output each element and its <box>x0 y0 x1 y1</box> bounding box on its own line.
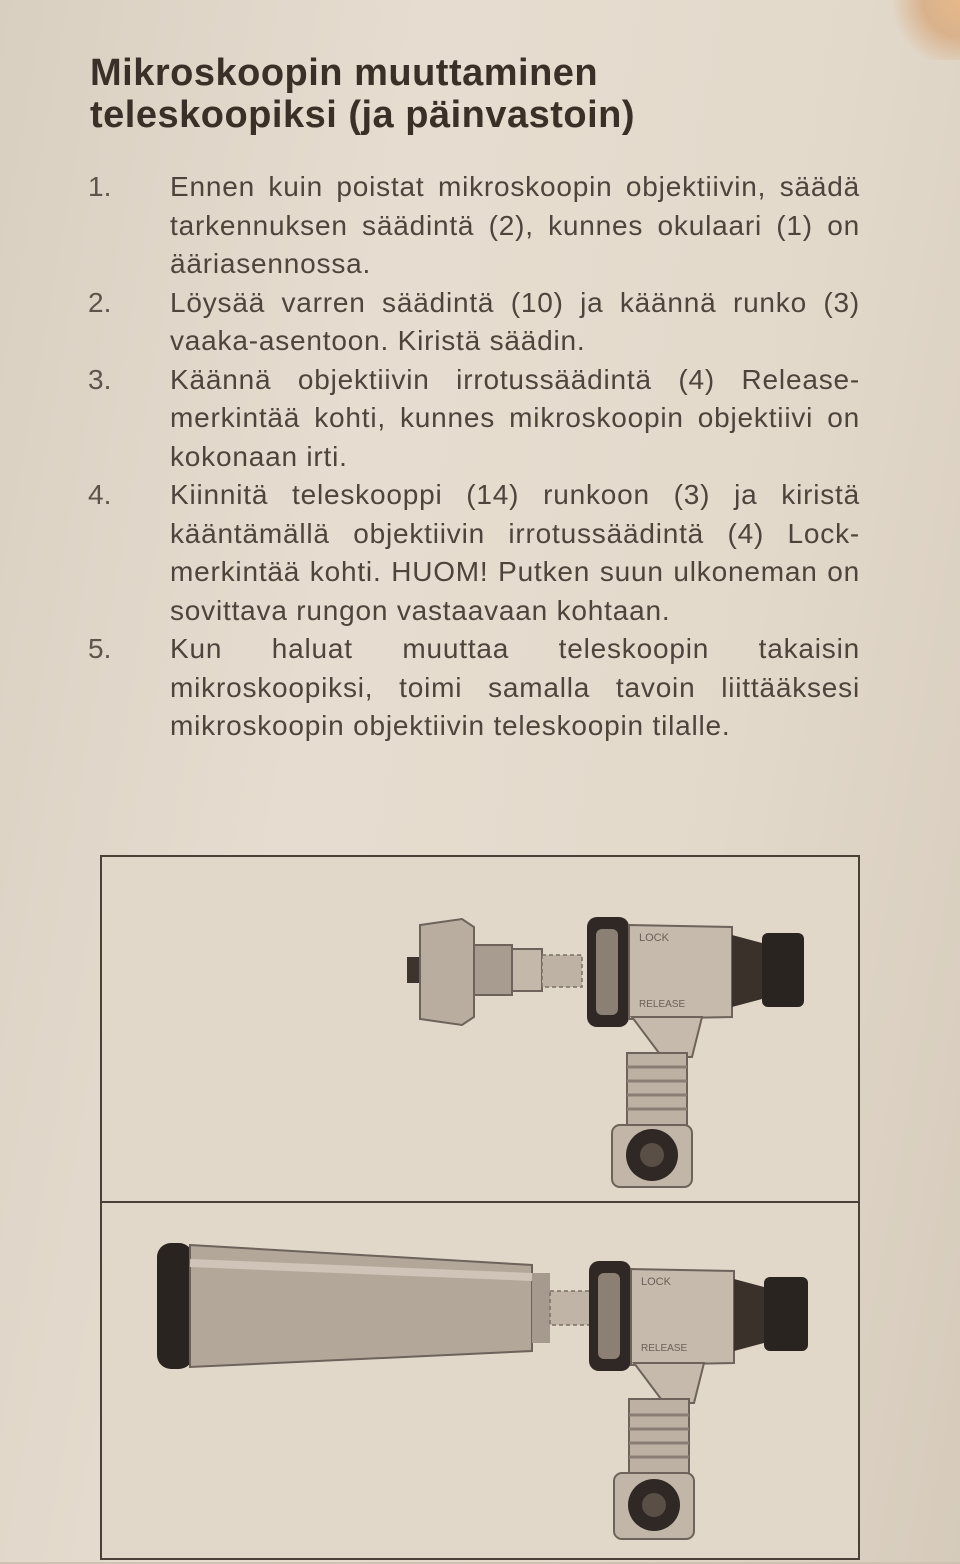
body-lock-label: LOCK <box>641 1276 671 1288</box>
step-number: 2. <box>88 286 112 318</box>
microscope-body-drawing <box>587 917 804 1187</box>
instruction-step <box>88 630 860 746</box>
body-release-label: RELEASE <box>639 999 686 1010</box>
step-text: Löysää varren säädintä (10) ja käännä runko (3) vaaka-asentoon. Kiristä säädin. <box>170 286 860 356</box>
figure-panel-telescope <box>102 1201 858 1564</box>
microscope-objective-drawing <box>407 919 582 1025</box>
step-number: 4. <box>88 479 112 510</box>
step-text: Käännä objektiivin irrotussäädintä (4) Release-merkintää kohti, kunnes mikroskoopin objektiivi on kokonaan irti. <box>170 363 860 472</box>
step-number: 5. <box>88 633 112 664</box>
body-release-label: RELEASE <box>641 1343 688 1354</box>
step-number: 3. <box>88 363 112 395</box>
telescope-tube-drawing <box>157 1243 592 1369</box>
step-number: 1. <box>88 171 112 202</box>
instruction-step <box>88 476 860 630</box>
body-lock-label: LOCK <box>639 932 669 944</box>
instruction-step <box>88 284 860 361</box>
instruction-step <box>88 361 860 477</box>
illustration-figure <box>100 855 860 1560</box>
step-text: Ennen kuin poistat mikroskoopin objektiivin, säädä tarkennuksen säädintä (2), kunnes okulaari (1) on ääriasennossa. <box>170 171 860 279</box>
figure-panel-microscope <box>102 857 858 1199</box>
page-title <box>90 52 635 136</box>
instruction-list <box>88 168 860 746</box>
microscope-body-drawing <box>589 1261 808 1539</box>
microscope-conversion-illustration <box>102 857 858 1199</box>
step-text: Kiinnitä teleskooppi (14) runkoon (3) ja kiristä kääntämällä objektiivin irrotussäädintä (4) Lock-merkintää kohti. HUOM! Putken suun ulkoneman on sovittava rungon vastaavaan kohtaan. <box>170 479 860 626</box>
title-line-2: teleskoopiksi (ja päinvastoin) <box>90 94 636 136</box>
step-text: Kun haluat muuttaa teleskoopin takaisin mikroskoopiksi, toimi samalla tavoin liittääksesi mikroskoopin objektiivin teleskoopin tilalle. <box>170 633 860 741</box>
telescope-conversion-illustration <box>102 1203 858 1564</box>
page-corner-background <box>890 0 960 60</box>
title-line-1: Mikroskoopin muuttaminen <box>90 52 599 94</box>
instruction-step <box>88 168 860 284</box>
